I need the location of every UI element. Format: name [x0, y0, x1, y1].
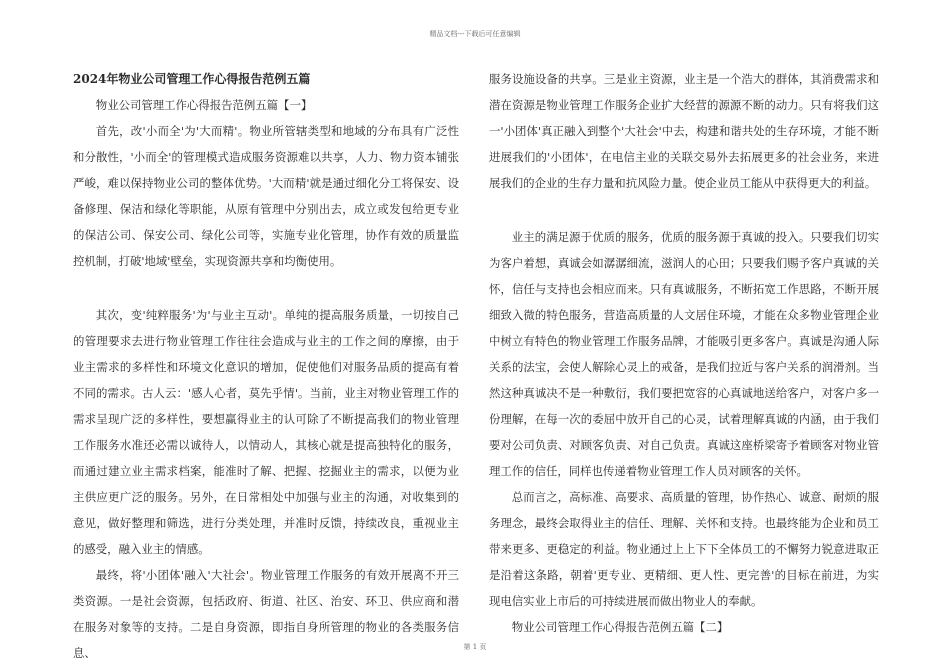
page-number: 第 1 页	[463, 643, 487, 651]
paragraph: 其次，变'纯粹服务'为'与业主互动'。单纯的提高服务质量，一切按自己的管理要求去进行物业管理工作往往会造成与业主的工作之间的摩擦，由于业主需求的多样性和环境文化意识的增加，促使他们对服务品质的提高有着不同的需求。古人云：'感人心者，莫先乎情'。当前，业主对物业管理工作的需求呈现广泛的多样性，要想赢得业主的认可除了不断提高我们的物业管理工作服务水准还必需以诚待人，以情动人，其核心就是提高独特化的服务，而通过建立业主需求档案，能准时了解、把握、挖掘业主的需求，以便为业主供应更广泛的服务。另外，在日常相处中加强与业主的沟通，对收集到的意见，做好整理和筛选，进行分类处理，并准时反馈，持续改良，重视业主的感受，融入业主的情感。	[73, 308, 459, 556]
paragraph: 业主的满足源于优质的服务，优质的服务源于真诚的投入。只要我们切实为客户着想，真诚会如潺潺细流，滋润人的心田；只要我们赐予客户真诚的关怀，信任与支持也会相应而来。只有真诚服务，不断拓宽工作思路，不断开展细致入微的特色服务，营造高质量的人文居住环境，才能在众多物业管理企业中树立有特色的物业管理工作服务品牌，才能吸引更多客户。真诚是沟通人际关系的法宝，会使人解除心灵上的戒备，是我们拉近与客户关系的润滑剂。当然这种真诚决不是一种敷衍，我们要把宽容的心真诚地送给客户，对客户多一份理解，在每一次的委屈中放开自己的心灵，试着理解真诚的内涵，由于我们要对公司负责、对顾客负责、对自己负责。真诚这座桥梁寄予着顾客对物业管理工作的信任，同样也传递着物业管理工作人员对顾客的关怀。	[489, 230, 879, 478]
left-column	[73, 66, 459, 666]
section-heading-2: 物业公司管理工作心得报告范例五篇【二】	[511, 620, 729, 634]
page-header: 精品文档---下载后可任意编辑	[429, 30, 521, 38]
paragraph: 总而言之，高标准、高要求、高质量的管理，协作热心、诚意、耐烦的服务理念，最终会取得业主的信任、理解、关怀和支持。也最终能为企业和员工带来更多、更稳定的利益。物业通过上上下下全体员工的不懈努力锐意进取正是沿着这条路，朝着'更专业、更精细、更人性、更完善'的目标在前进，为实现电信实业上市后的可持续进展而做出物业人的奉献。	[489, 490, 879, 608]
document-title: 2024年物业公司管理工作心得报告范例五篇	[73, 72, 311, 86]
section-heading-1: 物业公司管理工作心得报告范例五篇【一】	[95, 98, 313, 112]
paragraph: 首先，改'小而全'为'大而精'。物业所管辖类型和地域的分布具有广泛性和分散性，'小而全'的管理模式造成服务资源难以共享，人力、物力资本铺张严峻，难以保持物业公司的整体优势。'大而精'就是通过细化分工将保安、设备修理、保洁和绿化等职能，从原有管理中分别出去，成立或发包给更专业的保洁公司、保安公司、绿化公司等，实施专业化管理，协作有效的质量监控机制，打破'地域'壁垒，实现资源共享和均衡使用。	[73, 124, 459, 268]
paragraph: 服务设施设备的共享。三是业主资源，业主是一个浩大的群体，其消费需求和潜在资源是物业管理工作服务企业扩大经营的源源不断的动力。只有将我们这一'小团体'真正融入到整个'大社会'中去，构建和谐共处的生存环境，才能不断进展我们的'小团体'，在电信主业的关联交易外去拓展更多的社会业务，来进展我们的企业的生存力量和抗风险力量。使企业员工能从中获得更大的利益。	[489, 72, 879, 190]
right-column	[489, 66, 879, 640]
paragraph: 最终，将'小团体'融入'大社会'。物业管理工作服务的有效开展离不开三类资源。一是社会资源，包括政府、街道、社区、治安、环卫、供应商和潜在服务对象等的支持。二是自身资源，即指自身所管理的物业的各类服务信息、	[73, 568, 459, 660]
